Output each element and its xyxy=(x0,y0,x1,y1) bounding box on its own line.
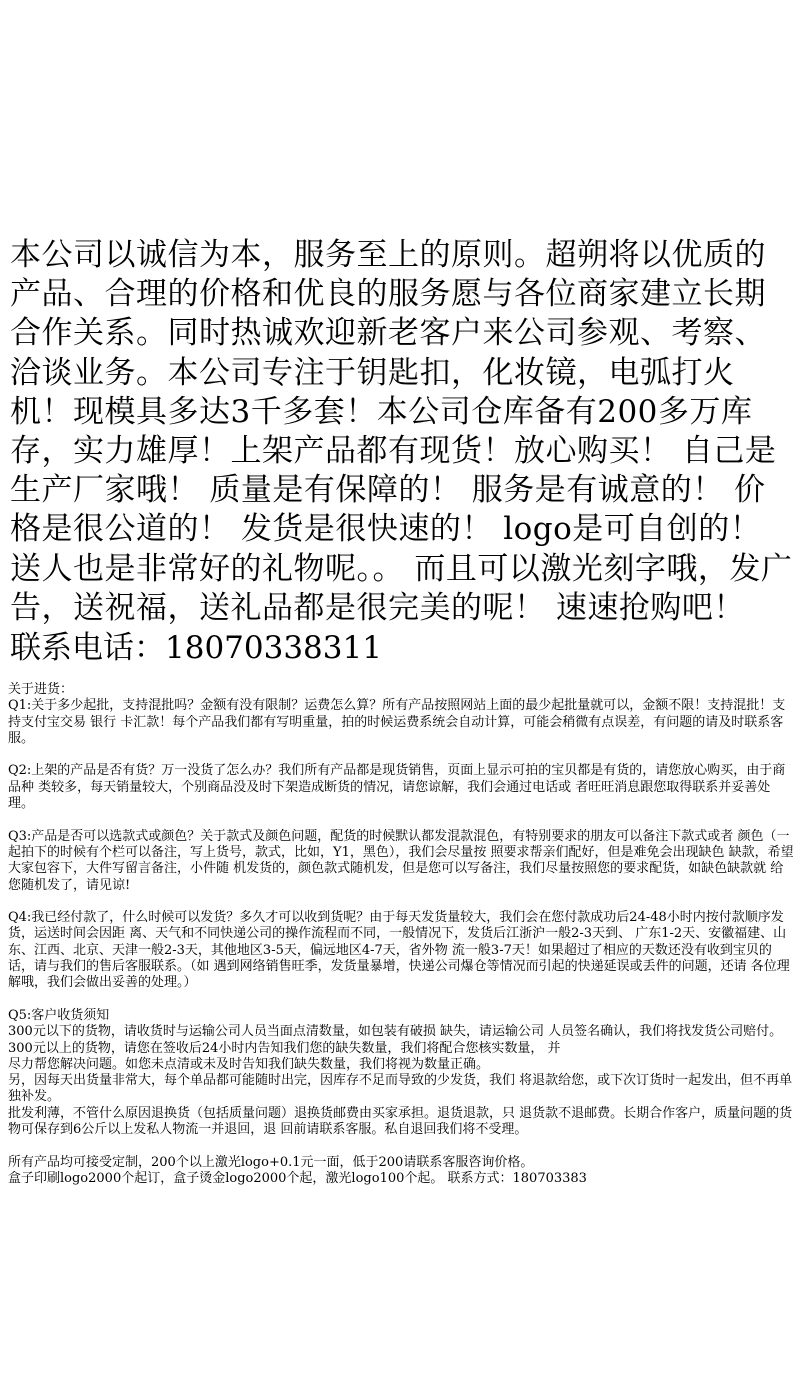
customization-info: 盒子印刷logo2000个起订，盒子烫金logo2000个起，激光logo100个起。 联系方式：180703383 xyxy=(8,1170,587,1186)
faq-q5-line: 尽力帮您解决问题。如您未点清或未及时告知我们缺失数量，我们将视为数量正确。 xyxy=(8,1056,490,1072)
faq-q2: Q2:上架的产品是否有货？万一没货了怎么办？我们所有产品都是现货销售，页面上显示可拍的宝贝都是有货的，请您放心购买，由于商品种 类较多，每天销量较大，个别商品没及时下架造成断货的情况，请您谅解，我们会通过电话或 者旺旺消息跟您取得联系并妥善处理。 xyxy=(8,763,786,812)
faq-section xyxy=(8,682,794,1187)
faq-q5-heading: Q5:客户收货须知 xyxy=(8,1007,110,1023)
faq-q1: Q1:关于多少起批，支持混批吗？金额有没有限制？运费怎么算？所有产品按照网站上面的最少起批量就可以，金额不限！支持混批！支持支付宝交易 银行 卡汇款！每个产品我们都有写明重量，拍的时候运费系统会自动计算，可能会稍微有点误差，有问题的请及时联系客服。 xyxy=(8,698,786,746)
faq-q5-line: 300元以上的货物，请您在签收后24小时内告知我们您的缺失数量，我们将配合您核实数量， 并 xyxy=(8,1040,561,1056)
spacer xyxy=(8,747,794,763)
spacer xyxy=(8,812,794,828)
faq-q4: Q4:我已经付款了，什么时候可以发货？多久才可以收到货呢？由于每天发货量较大，我们会在您付款成功后24-48小时内按付款顺序发货，运送时间会因距 离、天气和不同快递公司的操作流程而不同，一般情况下，发货后江浙沪一般2-3天到、 广东1-2天、安徽福建、山东、江西、北京、天津一般2-3天，其他地区3-5天，偏远地区4-7天，省外物 流一般3-7天！如果超过了相应的天数还没有收到宝贝的话，请与我们的售后客服联系。（如 遇到网络销售旺季，发货量暴增，快递公司爆仓等情况而引起的快递延误或丢件的问题，还请 各位理解哦，我们会做出妥善的处理。） xyxy=(8,910,790,991)
spacer xyxy=(8,1138,794,1154)
faq-q5-line: 300元以下的货物，请收货时与运输公司人员当面点清数量，如包装有破损 缺失，请运输公司 人员签名确认，我们将找发货公司赔付。 xyxy=(8,1024,783,1040)
spacer xyxy=(8,992,794,1008)
faq-q3: Q3:产品是否可以选款式或颜色？关于款式及颜色问题，配货的时候默认都发混款混色，有特别要求的朋友可以备注下款式或者 颜色（一起拍下的时候有个栏可以备注，写上货号，款式，比如，Y1，黑色），我们会尽量按 照要求帮亲们配好，但是难免会出现缺色 缺款，希望大家包容下，大件写留言备注，小件随 机发货的，颜色款式随机发，但是您可以写备注，我们尽量按照您的要求配货，如缺色缺款就 给您随机发了，请见谅! xyxy=(8,828,794,893)
faq-q5-line: 批发利薄，不管什么原因退换货（包括质量问题）退换货邮费由买家承担。退货退款，只 退货款不退邮费。长期合作客户，质量问题的货物可保存到6公斤以上发私人物流一并退回，退 回前请联系客服。私自退回我们将不受理。 xyxy=(8,1105,793,1138)
faq-heading: 关于进货： xyxy=(8,682,74,697)
customization-info: 所有产品均可接受定制，200个以上激光logo+0.1元一面，低于200请联系客服咨询价格。 xyxy=(8,1154,534,1170)
spacer xyxy=(8,894,794,910)
faq-q5-line: 另，因每天出货量非常大，每个单品都可能随时出完，因库存不足而导致的少发货，我们 将退款给您，或下次订货时一起发出，但不再单独补发。 xyxy=(8,1073,793,1105)
contact-phone: 联系电话：18070338311 xyxy=(10,630,382,666)
company-intro: 本公司以诚信为本，服务至上的原则。超朔将以优质的产品、合理的价格和优良的服务愿与各位商家建立长期合作关系。同时热诚欢迎新老客户来公司参观、考察、洽谈业务。本公司专注于钥匙扣，化妆镜，电弧打火机！现模具多达3千多套！本公司仓库备有200多万库存，实力雄厚！上架产品都有现货！放心购买！ 自己是生产厂家哦！ 质量是有保障的！ 服务是有诚意的！ 价格是很公道的！ 发货是很快速的！ logo是可自创的！ 送人也是非常好的礼物呢。。 而且可以激光刻字哦，发广告，送祝福，送礼品都是很完美的呢！ 速速抢购吧！ xyxy=(10,237,793,626)
